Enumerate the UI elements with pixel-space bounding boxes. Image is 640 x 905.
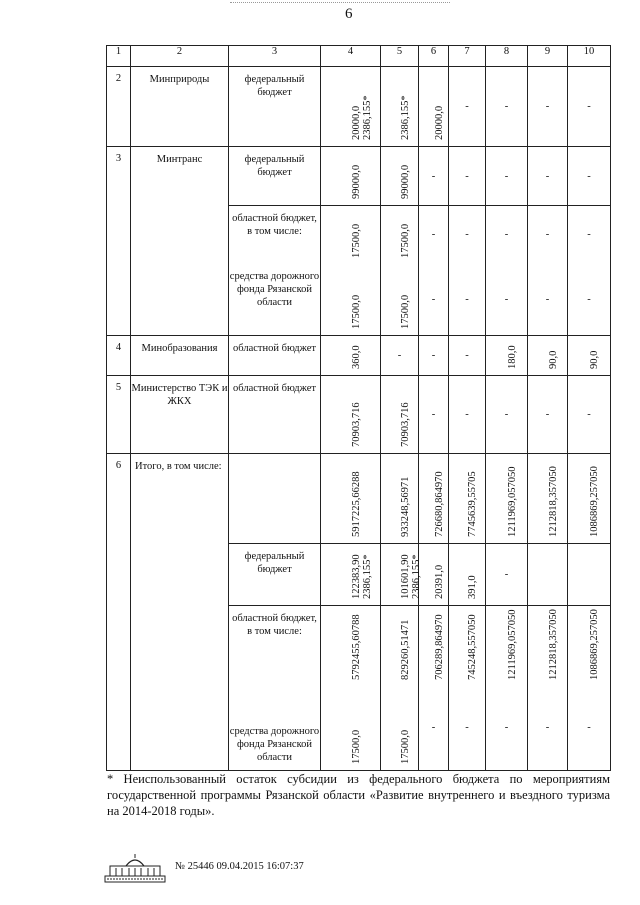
budget-source — [229, 454, 321, 544]
value-cell — [321, 67, 381, 147]
value-cell — [321, 606, 381, 686]
value-text: 17500,0 — [399, 294, 411, 329]
budget-source: средства дорожного фонда Рязанской области — [229, 686, 321, 771]
value-cell: - — [449, 376, 486, 454]
value-text: 1212818,357050 — [547, 466, 559, 537]
header-cell: 2 — [131, 46, 229, 67]
budget-source: областной бюджет, в том числе: — [229, 206, 321, 264]
value-cell — [486, 606, 528, 686]
value-text: 1211969,057050 — [506, 466, 518, 537]
value-cell — [486, 336, 528, 376]
value-text: 99000,0 — [350, 164, 362, 199]
value-cell: - — [486, 206, 528, 264]
value-cell — [528, 454, 568, 544]
table-row — [107, 336, 611, 376]
value-text: 706289,864970 — [433, 613, 445, 680]
value-cell: - — [568, 686, 611, 771]
value-text: 2386,155* — [399, 95, 411, 140]
value-text: 20000,0 — [433, 105, 445, 140]
value-cell: - — [449, 206, 486, 264]
value-cell — [381, 67, 419, 147]
value-cell: - — [381, 336, 419, 376]
value-text: 726680,864970 — [433, 471, 445, 537]
value-cell — [449, 454, 486, 544]
value-cell: - — [486, 147, 528, 206]
footnote: * Неиспользованный остаток субсидии из федерального бюджета по мероприятиям государственной программы Рязанской области «Развитие внутреннего и въездного туризма на 2014-2018 годы». — [107, 772, 610, 818]
value-cell — [381, 686, 419, 771]
value-cell: - — [419, 336, 449, 376]
value-cell — [321, 544, 381, 606]
value-cell: - — [528, 686, 568, 771]
value-cell — [568, 454, 611, 544]
ministry-name: Министерство ТЭК и ЖКХ — [131, 376, 229, 454]
value-cell — [321, 454, 381, 544]
value-cell — [568, 606, 611, 686]
header-cell: 9 — [528, 46, 568, 67]
value-cell — [381, 606, 419, 686]
value-text: 1086869,257050 — [589, 466, 600, 537]
value-cell — [381, 264, 419, 336]
row-number: 6 — [107, 454, 131, 771]
scan-top-line — [230, 2, 450, 3]
value-text: 90,0 — [589, 350, 600, 369]
budget-source: федеральный бюджет — [229, 147, 321, 206]
row-number: 5 — [107, 376, 131, 454]
value-cell — [419, 454, 449, 544]
value-cell: - — [568, 376, 611, 454]
budget-table — [106, 45, 611, 771]
budget-source: областной бюджет, в том числе: — [229, 606, 321, 686]
value-text: 1211969,057050 — [506, 609, 518, 680]
value-text: 20000,0 2386,155* — [350, 95, 373, 140]
value-cell — [321, 686, 381, 771]
value-text: 70903,716 — [399, 402, 411, 447]
value-cell: - — [486, 544, 528, 606]
value-cell: - — [486, 67, 528, 147]
header-cell: 4 — [321, 46, 381, 67]
value-cell — [486, 454, 528, 544]
value-text: 745248,557050 — [467, 613, 478, 680]
ministry-name: Минтранс — [131, 147, 229, 336]
header-cell: 1 — [107, 46, 131, 67]
value-text: 70903,716 — [350, 402, 362, 447]
value-text: 1212818,357050 — [547, 608, 559, 680]
value-cell: - — [449, 147, 486, 206]
value-cell — [321, 264, 381, 336]
registry-stamp-icon — [104, 852, 166, 884]
value-text: 180,0 — [506, 345, 518, 369]
value-text: 17500,0 — [350, 729, 362, 764]
value-cell: - — [528, 264, 568, 336]
header-cell: 7 — [449, 46, 486, 67]
value-cell — [321, 147, 381, 206]
value-cell — [449, 606, 486, 686]
budget-source: средства дорожного фонда Рязанской области — [229, 264, 321, 336]
header-cell: 5 — [381, 46, 419, 67]
value-cell — [381, 206, 419, 264]
value-text: 5792455,60788 — [350, 613, 362, 680]
value-text: 101601,90 2386,155* — [399, 554, 422, 599]
value-cell: - — [568, 147, 611, 206]
value-cell — [381, 376, 419, 454]
value-cell — [528, 544, 568, 606]
table-row — [107, 67, 611, 147]
value-text: 391,0 — [467, 575, 478, 599]
stamp-caption: № 25446 09.04.2015 16:07:37 — [175, 861, 304, 872]
value-cell: - — [486, 376, 528, 454]
table-row — [107, 376, 611, 454]
budget-source: федеральный бюджет — [229, 544, 321, 606]
value-cell — [381, 544, 422, 606]
value-cell — [419, 544, 449, 606]
value-cell: - — [419, 206, 449, 264]
header-cell: 6 — [419, 46, 449, 67]
value-text: 99000,0 — [399, 164, 411, 199]
value-text: 933248,56971 — [399, 476, 411, 537]
value-text: 5917225,66288 — [350, 471, 362, 537]
header-row — [107, 46, 611, 67]
value-text: 360,0 — [350, 345, 362, 369]
value-cell: - — [528, 206, 568, 264]
value-cell: - — [419, 376, 449, 454]
value-cell — [321, 376, 381, 454]
value-text: 17500,0 — [399, 729, 411, 764]
value-cell: - — [528, 376, 568, 454]
value-text: 20391,0 — [433, 564, 445, 599]
value-text: 17500,0 — [350, 294, 362, 329]
total-label: Итого, в том числе: — [131, 454, 229, 771]
budget-source: федеральный бюджет — [229, 67, 321, 147]
ministry-name: Минприроды — [131, 67, 229, 147]
value-cell — [528, 336, 568, 376]
value-text: 122383,90 2386,155* — [350, 554, 373, 599]
value-cell — [321, 336, 381, 376]
value-text: 829260,51471 — [399, 619, 411, 680]
value-cell: - — [486, 686, 528, 771]
value-cell: - — [486, 264, 528, 336]
row-number: 4 — [107, 336, 131, 376]
value-cell: - — [568, 206, 611, 264]
value-cell — [419, 67, 449, 147]
header-cell: 3 — [229, 46, 321, 67]
value-cell — [568, 544, 611, 606]
value-cell: - — [568, 67, 611, 147]
value-text: 17500,0 — [399, 223, 411, 258]
value-text: 1086869,257050 — [589, 608, 600, 680]
value-cell: - — [528, 67, 568, 147]
value-cell: - — [419, 264, 449, 336]
value-cell: - — [528, 147, 568, 206]
value-cell — [528, 606, 568, 686]
value-cell: - — [419, 147, 449, 206]
page-number: 6 — [345, 6, 353, 22]
value-cell: - — [449, 686, 486, 771]
table-row — [107, 147, 611, 206]
value-cell — [419, 606, 449, 686]
value-cell: - — [568, 264, 611, 336]
value-cell: - — [449, 67, 486, 147]
budget-source: областной бюджет — [229, 336, 321, 376]
value-cell: - — [449, 264, 486, 336]
value-cell — [381, 147, 419, 206]
budget-source: областной бюджет — [229, 376, 321, 454]
table-row — [107, 454, 611, 544]
row-number: 2 — [107, 67, 131, 147]
value-cell: - — [449, 336, 486, 376]
value-cell: - — [419, 686, 449, 771]
value-text: 17500,0 — [350, 223, 362, 258]
value-cell — [568, 336, 611, 376]
header-cell: 10 — [568, 46, 611, 67]
value-text: 7745639,55705 — [467, 471, 478, 537]
ministry-name: Минобразования — [131, 336, 229, 376]
value-cell — [321, 206, 381, 264]
value-cell — [449, 544, 486, 606]
value-cell — [381, 454, 419, 544]
value-text: 90,0 — [547, 350, 559, 369]
header-cell: 8 — [486, 46, 528, 67]
row-number: 3 — [107, 147, 131, 336]
